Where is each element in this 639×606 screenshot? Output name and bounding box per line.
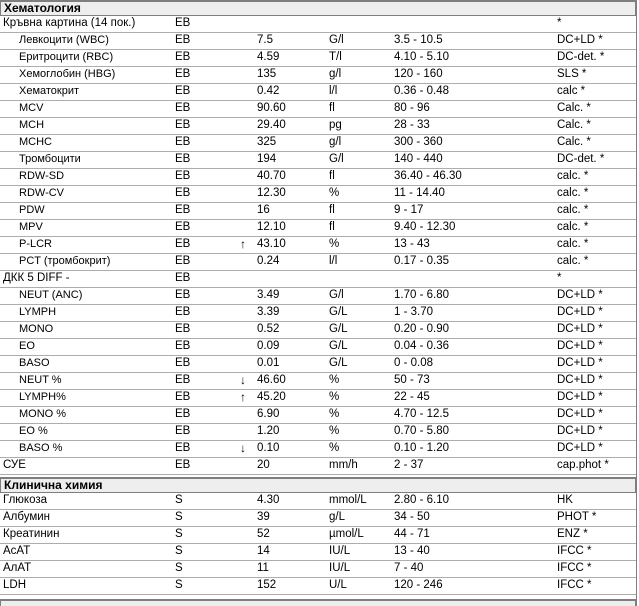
- method: *: [557, 17, 562, 29]
- specimen-code: EB: [175, 187, 191, 199]
- result-unit: G/L: [329, 306, 348, 318]
- section-header: [0, 477, 636, 493]
- analyte-name: MONO: [19, 323, 54, 335]
- lab-result-row: [0, 254, 636, 271]
- method: calc *: [557, 85, 586, 97]
- method: calc. *: [557, 187, 589, 199]
- result-unit: g/l: [329, 136, 342, 148]
- result-unit: G/L: [329, 340, 348, 352]
- specimen-code: EB: [175, 408, 191, 420]
- reference-range: 11 - 14.40: [394, 187, 445, 199]
- lab-result-row: [0, 271, 636, 288]
- result-unit: %: [329, 187, 340, 199]
- reference-range: 2.80 - 6.10: [394, 494, 449, 506]
- reference-range: 80 - 96: [394, 102, 430, 114]
- result-value: 20: [257, 459, 270, 471]
- lab-result-row: [0, 493, 636, 510]
- reference-range: 9 - 17: [394, 204, 424, 216]
- result-unit: %: [329, 391, 340, 403]
- result-unit: l/l: [329, 85, 338, 97]
- lab-result-row: [0, 169, 636, 186]
- lab-result-row: [0, 527, 636, 544]
- method: ENZ *: [557, 528, 588, 540]
- specimen-code: EB: [175, 340, 191, 352]
- analyte-name: BASO %: [19, 442, 63, 454]
- lab-result-row: [0, 441, 636, 458]
- lab-result-row: [0, 16, 636, 33]
- method: Calc. *: [557, 119, 591, 131]
- result-value: 0.42: [257, 85, 280, 97]
- specimen-code: EB: [175, 425, 191, 437]
- analyte-name: RDW-SD: [19, 170, 65, 182]
- specimen-code: EB: [175, 289, 191, 301]
- arrow-up-icon: ↑: [240, 390, 246, 404]
- analyte-name: P-LCR: [19, 238, 53, 250]
- method: calc. *: [557, 255, 589, 267]
- analyte-name: АлАТ: [3, 562, 32, 574]
- specimen-code: S: [175, 494, 183, 506]
- result-unit: %: [329, 238, 340, 250]
- result-value: 45.20: [257, 391, 286, 403]
- method: DC+LD *: [557, 442, 603, 454]
- reference-range: 28 - 33: [394, 119, 430, 131]
- result-value: 40.70: [257, 170, 286, 182]
- reference-range: 4.10 - 5.10: [394, 51, 449, 63]
- reference-range: 0.04 - 0.36: [394, 340, 449, 352]
- reference-range: 44 - 71: [394, 528, 430, 540]
- analyte-name: LDH: [3, 579, 27, 591]
- result-value: 12.30: [257, 187, 286, 199]
- result-unit: T/l: [329, 51, 342, 63]
- lab-result-row: [0, 84, 636, 101]
- reference-range: 3.5 - 10.5: [394, 34, 443, 46]
- method: SLS *: [557, 68, 587, 80]
- lab-result-row: [0, 118, 636, 135]
- result-value: 52: [257, 528, 270, 540]
- lab-result-row: [0, 424, 636, 441]
- reference-range: 140 - 440: [394, 153, 443, 165]
- analyte-name: MCH: [19, 119, 45, 131]
- specimen-code: EB: [175, 255, 191, 267]
- method: DC+LD *: [557, 374, 603, 386]
- analyte-name: PCT (тромбокрит): [19, 255, 111, 267]
- specimen-code: EB: [175, 221, 191, 233]
- result-unit: G/L: [329, 357, 348, 369]
- reference-range: 34 - 50: [394, 511, 430, 523]
- specimen-code: EB: [175, 34, 191, 46]
- analyte-name: LYMPH%: [19, 391, 66, 403]
- reference-range: 0.20 - 0.90: [394, 323, 449, 335]
- method: DC+LD *: [557, 357, 603, 369]
- lab-result-row: [0, 50, 636, 67]
- reference-range: 13 - 43: [394, 238, 430, 250]
- specimen-code: EB: [175, 17, 191, 29]
- lab-result-row: [0, 33, 636, 50]
- method: DC-det. *: [557, 51, 605, 63]
- result-value: 16: [257, 204, 270, 216]
- method: DC+LD *: [557, 340, 603, 352]
- analyte-name: Хематокрит: [19, 85, 80, 97]
- specimen-code: EB: [175, 68, 191, 80]
- reference-range: 50 - 73: [394, 374, 430, 386]
- result-value: 90.60: [257, 102, 286, 114]
- result-value: 4.59: [257, 51, 280, 63]
- analyte-name: Тромбоцити: [19, 153, 81, 165]
- result-unit: G/L: [329, 323, 348, 335]
- result-value: 43.10: [257, 238, 286, 250]
- result-unit: G/l: [329, 34, 344, 46]
- lab-result-row: [0, 237, 636, 254]
- lab-result-row: [0, 101, 636, 118]
- method: DC-det. *: [557, 153, 605, 165]
- reference-range: 300 - 360: [394, 136, 443, 148]
- result-unit: mm/h: [329, 459, 358, 471]
- lab-result-row: [0, 135, 636, 152]
- result-value: 0.10: [257, 442, 280, 454]
- lab-result-row: [0, 322, 636, 339]
- result-unit: IU/L: [329, 545, 351, 557]
- result-value: 0.09: [257, 340, 280, 352]
- result-unit: %: [329, 425, 340, 437]
- method: HK: [557, 494, 573, 506]
- specimen-code: EB: [175, 204, 191, 216]
- result-unit: U/L: [329, 579, 347, 591]
- arrow-down-icon: ↓: [240, 441, 246, 455]
- result-value: 12.10: [257, 221, 286, 233]
- result-unit: g/l: [329, 68, 342, 80]
- specimen-code: EB: [175, 170, 191, 182]
- result-value: 325: [257, 136, 277, 148]
- lab-result-row: [0, 578, 636, 595]
- specimen-code: EB: [175, 357, 191, 369]
- method: calc. *: [557, 204, 589, 216]
- result-unit: G/l: [329, 153, 344, 165]
- result-value: 152: [257, 579, 277, 591]
- specimen-code: EB: [175, 323, 191, 335]
- reference-range: 0.36 - 0.48: [394, 85, 449, 97]
- analyte-name: NEUT %: [19, 374, 62, 386]
- specimen-code: S: [175, 562, 183, 574]
- analyte-name: АсАТ: [3, 545, 31, 557]
- result-value: 1.20: [257, 425, 280, 437]
- section-header: [0, 0, 636, 16]
- result-unit: l/l: [329, 255, 338, 267]
- result-unit: %: [329, 408, 340, 420]
- reference-range: 0.70 - 5.80: [394, 425, 449, 437]
- result-value: 11: [257, 562, 269, 574]
- analyte-name: Глюкоза: [3, 494, 48, 506]
- analyte-name: NEUT (ANC): [19, 289, 83, 301]
- specimen-code: EB: [175, 51, 191, 63]
- method: Calc. *: [557, 136, 591, 148]
- reference-range: 36.40 - 46.30: [394, 170, 462, 182]
- analyte-name: EO: [19, 340, 35, 352]
- result-value: 39: [257, 511, 270, 523]
- specimen-code: EB: [175, 153, 191, 165]
- analyte-name: Албумин: [3, 511, 51, 523]
- arrow-up-icon: ↑: [240, 237, 246, 251]
- lab-result-row: [0, 203, 636, 220]
- specimen-code: EB: [175, 272, 191, 284]
- analyte-name: Еритроцити (RBC): [19, 51, 114, 63]
- specimen-code: EB: [175, 85, 191, 97]
- lab-result-row: [0, 220, 636, 237]
- reference-range: 7 - 40: [394, 562, 424, 574]
- reference-range: 120 - 160: [394, 68, 443, 80]
- reference-range: 9.40 - 12.30: [394, 221, 456, 233]
- specimen-code: S: [175, 511, 183, 523]
- analyte-name: MONO %: [19, 408, 67, 420]
- result-unit: mmol/L: [329, 494, 367, 506]
- method: IFCC *: [557, 579, 592, 591]
- lab-result-row: [0, 390, 636, 407]
- analyte-name: PDW: [19, 204, 45, 216]
- analyte-name: EO %: [19, 425, 48, 437]
- result-value: 3.39: [257, 306, 280, 318]
- lab-result-row: [0, 373, 636, 390]
- analyte-name: MCHC: [19, 136, 52, 148]
- reference-range: 1.70 - 6.80: [394, 289, 449, 301]
- lab-result-row: [0, 458, 636, 475]
- result-value: 0.24: [257, 255, 280, 267]
- result-value: 0.01: [257, 357, 280, 369]
- analyte-name: BASO: [19, 357, 50, 369]
- reference-range: 13 - 40: [394, 545, 430, 557]
- method: DC+LD *: [557, 323, 603, 335]
- result-value: 7.5: [257, 34, 273, 46]
- lab-result-row: [0, 186, 636, 203]
- result-value: 194: [257, 153, 277, 165]
- result-value: 0.52: [257, 323, 280, 335]
- reference-range: 0.10 - 1.20: [394, 442, 449, 454]
- result-unit: pg: [329, 119, 342, 131]
- specimen-code: EB: [175, 391, 191, 403]
- reference-range: 1 - 3.70: [394, 306, 433, 318]
- method: DC+LD *: [557, 289, 603, 301]
- reference-range: 0.17 - 0.35: [394, 255, 449, 267]
- specimen-code: EB: [175, 238, 191, 250]
- specimen-code: EB: [175, 119, 191, 131]
- result-unit: µmol/L: [329, 528, 364, 540]
- analyte-name: RDW-CV: [19, 187, 65, 199]
- specimen-code: S: [175, 528, 183, 540]
- lab-result-row: [0, 305, 636, 322]
- method: IFCC *: [557, 545, 592, 557]
- lab-result-row: [0, 152, 636, 169]
- method: calc. *: [557, 221, 589, 233]
- specimen-code: S: [175, 545, 183, 557]
- method: DC+LD *: [557, 425, 603, 437]
- result-value: 135: [257, 68, 277, 80]
- analyte-name: LYMPH: [19, 306, 57, 318]
- specimen-code: EB: [175, 102, 191, 114]
- result-unit: fl: [329, 221, 335, 233]
- result-unit: %: [329, 374, 340, 386]
- result-unit: g/L: [329, 511, 345, 523]
- result-value: 6.90: [257, 408, 280, 420]
- result-value: 29.40: [257, 119, 286, 131]
- analyte-name: Левкоцити (WBC): [19, 34, 109, 46]
- lab-result-row: [0, 356, 636, 373]
- arrow-down-icon: ↓: [240, 373, 246, 387]
- lab-result-row: [0, 67, 636, 84]
- specimen-code: EB: [175, 442, 191, 454]
- specimen-code: EB: [175, 374, 191, 386]
- method: Calc. *: [557, 102, 591, 114]
- analyte-name: MCV: [19, 102, 44, 114]
- section-title: Клинична химия: [4, 478, 103, 492]
- lab-result-row: [0, 407, 636, 424]
- result-unit: %: [329, 442, 340, 454]
- analyte-name: СУЕ: [3, 459, 26, 471]
- method: DC+LD *: [557, 391, 603, 403]
- lab-result-row: [0, 288, 636, 305]
- result-unit: G/l: [329, 289, 344, 301]
- result-unit: fl: [329, 170, 335, 182]
- result-unit: fl: [329, 204, 335, 216]
- method: *: [557, 272, 562, 284]
- method: PHOT *: [557, 511, 597, 523]
- analyte-name: MPV: [19, 221, 43, 233]
- section-title: Хематология: [4, 1, 81, 15]
- result-unit: fl: [329, 102, 335, 114]
- result-value: 14: [257, 545, 270, 557]
- method: calc. *: [557, 170, 589, 182]
- method: cap.phot *: [557, 459, 609, 471]
- reference-range: 0 - 0.08: [394, 357, 433, 369]
- result-value: 46.60: [257, 374, 286, 386]
- specimen-code: S: [175, 579, 183, 591]
- method: DC+LD *: [557, 408, 603, 420]
- analyte-name: ДКК 5 DIFF -: [3, 272, 70, 284]
- lab-result-row: [0, 339, 636, 356]
- reference-range: 22 - 45: [394, 391, 430, 403]
- lab-result-row: [0, 510, 636, 527]
- reference-range: 4.70 - 12.5: [394, 408, 449, 420]
- result-unit: IU/L: [329, 562, 351, 574]
- lab-result-row: [0, 561, 636, 578]
- result-value: 3.49: [257, 289, 280, 301]
- specimen-code: EB: [175, 136, 191, 148]
- result-value: 4.30: [257, 494, 280, 506]
- specimen-code: EB: [175, 459, 191, 471]
- specimen-code: EB: [175, 306, 191, 318]
- method: calc. *: [557, 238, 589, 250]
- reference-range: 2 - 37: [394, 459, 424, 471]
- method: DC+LD *: [557, 306, 603, 318]
- reference-range: 120 - 246: [394, 579, 443, 591]
- method: DC+LD *: [557, 34, 603, 46]
- method: IFCC *: [557, 562, 592, 574]
- lab-result-row: [0, 544, 636, 561]
- next-section-header-partial: [0, 599, 636, 606]
- analyte-name: Креатинин: [3, 528, 60, 540]
- analyte-name: Хемоглобин (HBG): [19, 68, 116, 80]
- analyte-name: Кръвна картина (14 пок.): [3, 17, 136, 29]
